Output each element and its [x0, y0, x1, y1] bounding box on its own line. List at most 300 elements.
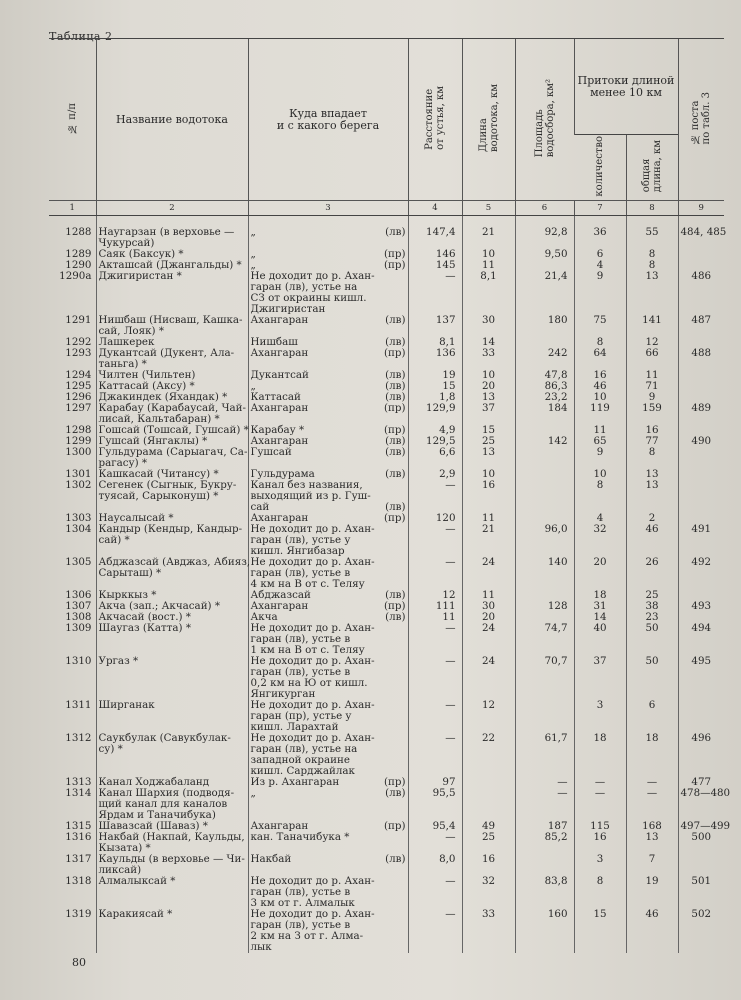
cell-area	[515, 854, 574, 865]
cell-len: 33	[462, 348, 515, 359]
mouth-text: Не доходит до р. Ахан-	[250, 654, 375, 667]
cell-len: 25	[462, 436, 515, 447]
cell-tl	[626, 887, 678, 898]
cell-no: 1289	[65, 247, 92, 260]
cell-len: 33	[462, 909, 515, 920]
mouth-text: Джигиристан	[250, 302, 326, 315]
cell-name: Ширганак	[96, 700, 248, 711]
table-row	[49, 293, 724, 304]
bank-text: (пр)	[384, 775, 406, 788]
cell-post	[678, 854, 724, 865]
cell-tl: 13	[626, 469, 678, 480]
cell-cnt: 11	[574, 425, 626, 436]
table-row	[49, 711, 724, 722]
cell-name: Дукантсай (Дукент, Ала-	[96, 348, 248, 359]
cell-no	[49, 535, 96, 546]
cell-name: Кызата) *	[96, 843, 248, 854]
cell-name: Сарыташ) *	[96, 568, 248, 579]
cell-tl: —	[626, 777, 678, 788]
cell-name: Кашкасай (Читансу) *	[96, 469, 248, 480]
mouth-text: Нишбаш	[250, 335, 298, 348]
cell-dist: 137	[408, 315, 462, 326]
cell-len	[462, 942, 515, 953]
table-row	[49, 733, 724, 744]
cell-cnt	[574, 711, 626, 722]
cell-dist: 146	[408, 249, 462, 260]
mouth-text: 4 км на В от с. Теляу	[250, 577, 365, 590]
cell-name: Канал Ходжабаланд	[96, 777, 248, 788]
mouth-text: Не доходит до р. Ахан-	[250, 731, 375, 744]
cell-no: 1318	[65, 874, 92, 887]
cell-dist	[408, 755, 462, 766]
mouth-text: 1 км на В от с. Теляу	[250, 643, 365, 656]
cell-cnt: 8	[574, 480, 626, 491]
cell-area: 187	[515, 821, 574, 832]
table-row	[49, 942, 724, 953]
cell-no: 1299	[65, 434, 92, 447]
cell-no	[49, 931, 96, 942]
cell-area	[515, 568, 574, 579]
cell-tl: 26	[626, 557, 678, 568]
cell-cnt: 46	[574, 381, 626, 392]
cell-name: Каульды (в верховье — Чи-	[96, 854, 248, 865]
cell-area	[515, 667, 574, 678]
cell-tl	[626, 667, 678, 678]
cell-post	[678, 931, 724, 942]
cell-len	[462, 920, 515, 931]
cell-no: 1288	[65, 225, 92, 238]
table-row	[49, 931, 724, 942]
cell-no: 1304	[65, 522, 92, 535]
cell-cnt	[574, 931, 626, 942]
cell-dist: 8,1	[408, 337, 462, 348]
cell-cnt: 3	[574, 854, 626, 865]
cell-len	[462, 799, 515, 810]
colnum: 2	[96, 201, 248, 216]
cell-dist: 2,9	[408, 469, 462, 480]
mouth-text: выходящий из р. Гуш-	[250, 489, 371, 502]
cell-len: 49	[462, 821, 515, 832]
cell-name	[96, 942, 248, 953]
cell-area: 96,0	[515, 524, 574, 535]
cell-mouth	[248, 854, 408, 865]
table-row	[49, 920, 724, 931]
bank-text: (лв)	[385, 313, 406, 326]
table-row	[49, 623, 724, 634]
cell-no: 1309	[65, 621, 92, 634]
cell-cnt: 75	[574, 315, 626, 326]
table-row	[49, 700, 724, 711]
cell-post	[678, 579, 724, 590]
cell-dist: —	[408, 832, 462, 843]
cell-dist: 120	[408, 513, 462, 524]
cell-cnt: 6	[574, 249, 626, 260]
mouth-bank-wrap	[251, 403, 406, 414]
cell-mouth	[248, 931, 408, 942]
cell-area	[515, 843, 574, 854]
cell-post	[678, 711, 724, 722]
cell-tl	[626, 931, 678, 942]
cell-cnt: 18	[574, 590, 626, 601]
cell-post	[678, 942, 724, 953]
cell-post: 496	[678, 733, 724, 744]
cell-tl: 46	[626, 524, 678, 535]
cell-tl: 50	[626, 656, 678, 667]
mouth-text: кан. Таначибука *	[250, 830, 350, 843]
cell-mouth	[248, 777, 408, 788]
cell-tl	[626, 491, 678, 502]
cell-len: 13	[462, 447, 515, 458]
cell-post	[678, 502, 724, 513]
cell-post: 502	[678, 909, 724, 920]
cell-cnt: 8	[574, 876, 626, 887]
cell-tl	[626, 282, 678, 293]
cell-post	[678, 381, 724, 392]
cell-tl: 13	[626, 480, 678, 491]
mouth-text: гаран (лв), устье в	[250, 566, 351, 579]
cell-dist: —	[408, 271, 462, 282]
cell-no: 1302	[65, 478, 92, 491]
cell-area	[515, 942, 574, 953]
cell-post	[678, 447, 724, 458]
cell-name: Кандыр (Кендыр, Кандыр-	[96, 524, 248, 535]
cell-no: 1314	[65, 786, 92, 799]
cell-dist: 95,5	[408, 788, 462, 799]
cell-name: лисай, Кальтабаран) *	[96, 414, 248, 425]
cell-len: 24	[462, 623, 515, 634]
cell-area	[515, 535, 574, 546]
mouth-text: Ахангаран	[250, 819, 309, 832]
mouth-text: Янгикурган	[250, 687, 316, 700]
cell-no	[49, 711, 96, 722]
cell-area	[515, 700, 574, 711]
cell-post: 493	[678, 601, 724, 612]
cell-len: 10	[462, 469, 515, 480]
cell-post: 490	[678, 436, 724, 447]
cell-mouth	[248, 403, 408, 414]
cell-tl	[626, 755, 678, 766]
cell-dist	[408, 711, 462, 722]
mouth-text: Ахангаран	[250, 599, 309, 612]
cell-dist	[408, 535, 462, 546]
cell-area	[515, 491, 574, 502]
cell-name: Акчасай (вост.) *	[96, 612, 248, 623]
cell-mouth	[248, 788, 408, 799]
cell-len: 24	[462, 557, 515, 568]
cell-cnt: 9	[574, 271, 626, 282]
table-row	[49, 755, 724, 766]
table-row	[49, 854, 724, 865]
colnum: 8	[626, 201, 678, 216]
cell-tl: 38	[626, 601, 678, 612]
mouth-bank-wrap	[251, 370, 406, 381]
cell-dist: 129,9	[408, 403, 462, 414]
mouth-text: „	[250, 379, 256, 392]
cell-len	[462, 667, 515, 678]
cell-len: 15	[462, 425, 515, 436]
cell-dist: —	[408, 909, 462, 920]
cell-tl: 77	[626, 436, 678, 447]
cell-name: ликсай)	[96, 865, 248, 876]
cell-post	[678, 238, 724, 249]
cell-cnt: 10	[574, 469, 626, 480]
cell-post	[678, 359, 724, 370]
cell-tl: 55	[626, 227, 678, 238]
mouth-text: Не доходит до р. Ахан-	[250, 874, 375, 887]
cell-tl: 11	[626, 370, 678, 381]
table-row	[49, 645, 724, 656]
cell-post	[678, 744, 724, 755]
cell-no: 1294	[65, 368, 92, 381]
cell-post: 500	[678, 832, 724, 843]
cell-name: Шавазсай (Шаваз) *	[96, 821, 248, 832]
cell-post: 484, 485	[678, 227, 724, 238]
table-row	[49, 744, 724, 755]
mouth-text: Акча	[250, 610, 278, 623]
cell-area: 128	[515, 601, 574, 612]
cell-no	[49, 282, 96, 293]
cell-cnt: 20	[574, 557, 626, 568]
table-row	[49, 667, 724, 678]
mouth-text: „	[250, 258, 256, 271]
cell-area	[515, 293, 574, 304]
cell-tl: 25	[626, 590, 678, 601]
cell-tl	[626, 711, 678, 722]
bank-text: (лв)	[385, 390, 406, 403]
cell-len	[462, 535, 515, 546]
column-numbers-row	[49, 201, 724, 216]
cell-post: 477	[678, 777, 724, 788]
cell-name: Ургаз *	[96, 656, 248, 667]
cell-post	[678, 700, 724, 711]
cell-dist: 111	[408, 601, 462, 612]
cell-area: 23,2	[515, 392, 574, 403]
cell-name: Сегенек (Сыгнык, Букру-	[96, 480, 248, 491]
cell-area	[515, 502, 574, 513]
cell-cnt	[574, 568, 626, 579]
header-distance: Расстояние от устья, км	[408, 39, 462, 201]
cell-area: 61,7	[515, 733, 574, 744]
mouth-text: Карабау *	[250, 423, 305, 436]
cell-area: 21,4	[515, 271, 574, 282]
table-row	[49, 876, 724, 887]
rivers-table	[49, 38, 731, 953]
cell-post	[678, 568, 724, 579]
cell-len: 12	[462, 700, 515, 711]
mouth-text: Не доходит до р. Ахан-	[250, 698, 375, 711]
mouth-text: Не доходит до р. Ахан-	[250, 269, 375, 282]
colnum: 3	[248, 201, 408, 216]
cell-no	[49, 887, 96, 898]
cell-len: 24	[462, 656, 515, 667]
cell-dist	[408, 678, 462, 689]
header-area: Площадь водосбора, км²	[515, 39, 574, 201]
cell-tl: 12	[626, 337, 678, 348]
cell-cnt: 32	[574, 524, 626, 535]
table-row	[49, 271, 724, 282]
cell-no	[49, 678, 96, 689]
table-caption: Таблица 2	[49, 30, 113, 43]
cell-cnt	[574, 634, 626, 645]
cell-len	[462, 491, 515, 502]
cell-name: туясай, Сарыконуш) *	[96, 491, 248, 502]
mouth-text: Канал без названия,	[250, 478, 363, 491]
cell-no: 1300	[65, 445, 92, 458]
bank-text: (лв)	[385, 445, 406, 458]
cell-mouth	[248, 348, 408, 359]
cell-tl: —	[626, 788, 678, 799]
cell-tl	[626, 568, 678, 579]
cell-dist	[408, 491, 462, 502]
cell-tl: 13	[626, 832, 678, 843]
cell-mouth	[248, 315, 408, 326]
table-row	[49, 282, 724, 293]
mouth-text: сай	[250, 500, 270, 513]
cell-area	[515, 931, 574, 942]
cell-name: Каттасай (Аксу) *	[96, 381, 248, 392]
cell-dist	[408, 799, 462, 810]
cell-area: 74,7	[515, 623, 574, 634]
cell-post	[678, 920, 724, 931]
cell-dist	[408, 931, 462, 942]
mouth-text: Ахангаран	[250, 401, 309, 414]
cell-no: 1303	[65, 511, 92, 524]
cell-mouth	[248, 799, 408, 810]
cell-name: щий канал для каналов	[96, 799, 248, 810]
mouth-text: гаран (лв), устье на	[250, 280, 358, 293]
cell-tl: 2	[626, 513, 678, 524]
cell-name: Накбай (Накпай, Каульды,	[96, 832, 248, 843]
cell-dist: 19	[408, 370, 462, 381]
mouth-text: гаран (лв), устье в	[250, 665, 351, 678]
cell-len	[462, 788, 515, 799]
mouth-bank-wrap	[251, 249, 406, 260]
cell-name: сай) *	[96, 535, 248, 546]
cell-name: Чукурсай)	[96, 238, 248, 249]
cell-post	[678, 678, 724, 689]
cell-name: Акташсай (Джангальды) *	[96, 260, 248, 271]
mouth-bank-wrap	[251, 447, 406, 458]
cell-tl: 50	[626, 623, 678, 634]
mouth-bank-wrap	[251, 832, 406, 843]
cell-area	[515, 447, 574, 458]
cell-no: 1298	[65, 423, 92, 436]
header-post: № поста по табл. 3	[678, 39, 724, 201]
cell-tl: 141	[626, 315, 678, 326]
cell-len	[462, 766, 515, 777]
cell-area: 184	[515, 403, 574, 414]
cell-len: 11	[462, 513, 515, 524]
bank-text: (пр)	[384, 511, 406, 524]
cell-len	[462, 931, 515, 942]
cell-cnt: 16	[574, 832, 626, 843]
cell-no	[49, 491, 96, 502]
cell-tl: 71	[626, 381, 678, 392]
cell-no	[49, 755, 96, 766]
mouth-text: гаран (лв), устье в	[250, 632, 351, 645]
cell-name	[96, 711, 248, 722]
cell-name: Гошсай (Тошсай, Гушсай) *	[96, 425, 248, 436]
cell-post: 487	[678, 315, 724, 326]
cell-area	[515, 579, 574, 590]
cell-post	[678, 689, 724, 700]
cell-name: Нишбаш (Нисваш, Кашка-	[96, 315, 248, 326]
cell-dist	[408, 744, 462, 755]
cell-name: Акча (зап.; Акчасай) *	[96, 601, 248, 612]
table-row	[49, 348, 724, 359]
cell-cnt	[574, 920, 626, 931]
cell-dist: 129,5	[408, 436, 462, 447]
cell-no: 1307	[65, 599, 92, 612]
cell-no	[49, 942, 96, 953]
cell-name: Алмалыксай *	[96, 876, 248, 887]
cell-dist: 4,9	[408, 425, 462, 436]
cell-name: Карабау (Карабаусай, Чай-	[96, 403, 248, 414]
cell-len: 10	[462, 249, 515, 260]
cell-name: таньга) *	[96, 359, 248, 370]
cell-mouth	[248, 832, 408, 843]
cell-area	[515, 282, 574, 293]
cell-no	[49, 568, 96, 579]
cell-len: 25	[462, 832, 515, 843]
cell-len: 8,1	[462, 271, 515, 282]
cell-dist: 15	[408, 381, 462, 392]
cell-tl: 168	[626, 821, 678, 832]
cell-area: 142	[515, 436, 574, 447]
cell-name: Гушсай (Янгаклы) *	[96, 436, 248, 447]
cell-tl	[626, 678, 678, 689]
cell-no: 1292	[65, 335, 92, 348]
bank-text: (пр)	[384, 599, 406, 612]
mouth-text: „	[250, 786, 256, 799]
cell-no	[49, 920, 96, 931]
cell-dist: 147,4	[408, 227, 462, 238]
cell-name: Кырккыз *	[96, 590, 248, 601]
mouth-text: 0,2 км на Ю от кишл.	[250, 676, 368, 689]
cell-cnt: 36	[574, 227, 626, 238]
table-row	[49, 678, 724, 689]
cell-len: 30	[462, 601, 515, 612]
mouth-text: кишл. Янгибазар	[250, 544, 345, 557]
cell-cnt: 37	[574, 656, 626, 667]
cell-area: 160	[515, 909, 574, 920]
bank-text: (пр)	[384, 247, 406, 260]
cell-tl	[626, 293, 678, 304]
cell-cnt: 4	[574, 513, 626, 524]
mouth-text: лык	[250, 940, 272, 953]
cell-dist: 95,4	[408, 821, 462, 832]
cell-area: 9,50	[515, 249, 574, 260]
cell-name: рагасу) *	[96, 458, 248, 469]
cell-cnt	[574, 755, 626, 766]
bank-text: (лв)	[385, 225, 406, 238]
cell-no	[49, 634, 96, 645]
cell-cnt: —	[574, 777, 626, 788]
cell-name	[96, 887, 248, 898]
cell-len: 20	[462, 612, 515, 623]
bank-text: (лв)	[385, 500, 406, 513]
cell-dist	[408, 568, 462, 579]
cell-post	[678, 293, 724, 304]
bank-text: (лв)	[385, 368, 406, 381]
mouth-text: Гушсай	[250, 445, 292, 458]
cell-no: 1295	[65, 379, 92, 392]
cell-post	[678, 469, 724, 480]
cell-len	[462, 282, 515, 293]
mouth-text: Гульдурама	[250, 467, 315, 480]
mouth-bank-wrap	[251, 854, 406, 865]
cell-len	[462, 755, 515, 766]
